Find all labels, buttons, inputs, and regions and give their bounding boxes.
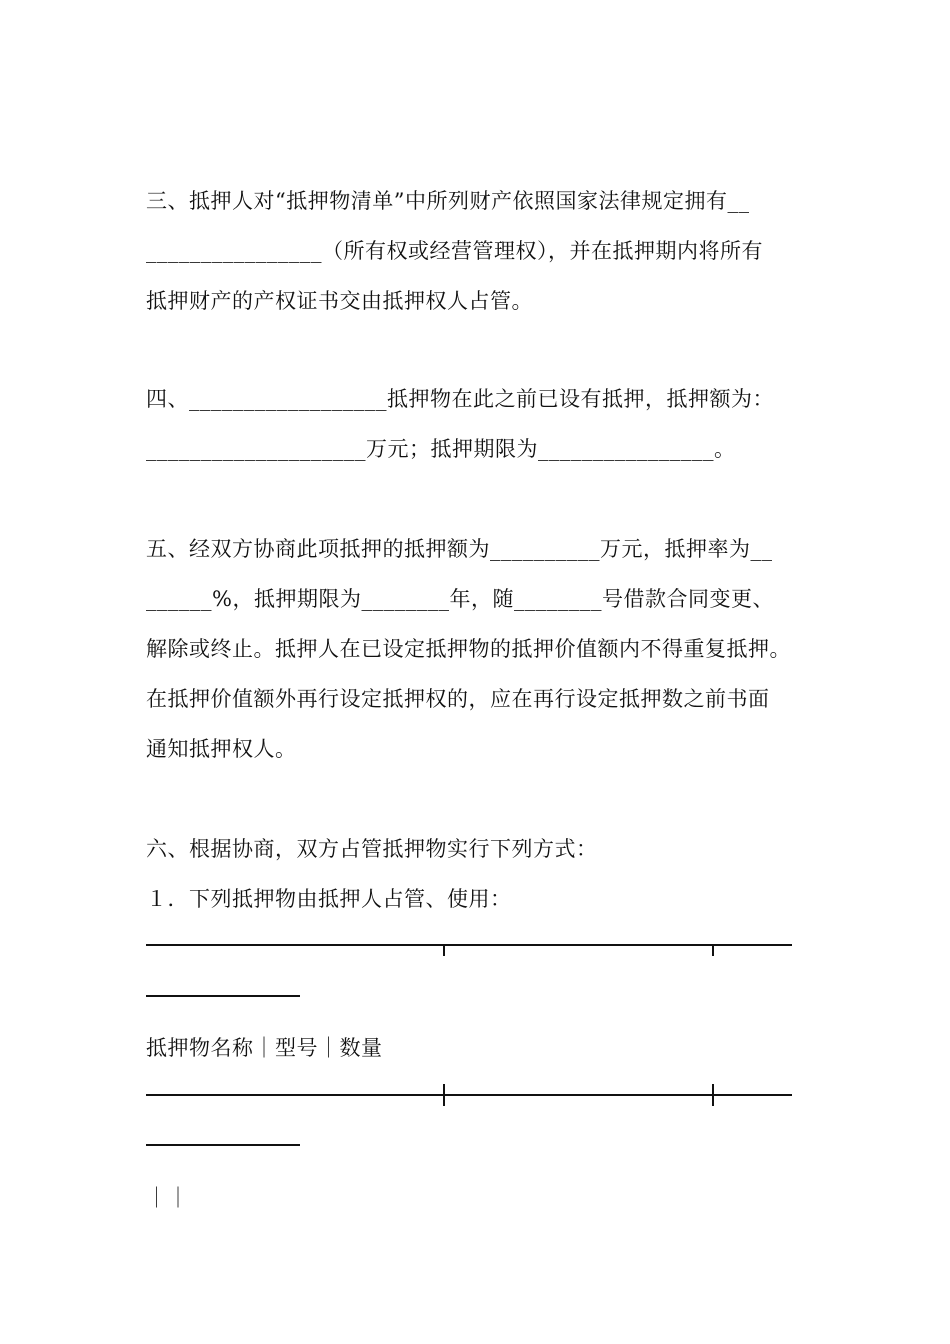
table-rule-mid-continuation	[146, 1144, 300, 1146]
section-3-line-2: ________________（所有权或经营管理权），并在抵押期内将所有	[146, 239, 763, 263]
section-5-line-5: 通知抵押权人。	[146, 737, 297, 761]
section-3-line-3: 抵押财产的产权证书交由抵押权人占管。	[146, 289, 533, 313]
section-3-line-1: 三、抵押人对“抵押物清单”中所列财产依照国家法律规定拥有__	[146, 189, 750, 213]
table-column-divider	[443, 1084, 445, 1106]
table-rule-top-continuation	[146, 995, 300, 997]
table-column-divider	[712, 944, 714, 956]
table-row-empty: ｜｜	[146, 1186, 189, 1210]
table-column-divider	[443, 944, 445, 956]
section-5-line-2: ______%，抵押期限为________年，随________号借款合同变更、	[146, 587, 774, 611]
section-4-line-1: 四、__________________抵押物在此之前已设有抵押，抵押额为：	[146, 387, 774, 411]
section-6-line-1: 六、根据协商，双方占管抵押物实行下列方式：	[146, 837, 598, 861]
table-rule-top	[146, 944, 792, 946]
section-5-line-3: 解除或终止。抵押人在已设定抵押物的抵押价值额内不得重复抵押。	[146, 637, 791, 661]
table-column-divider	[712, 1084, 714, 1106]
section-6-item-1: １．下列抵押物由抵押人占管、使用：	[146, 887, 512, 911]
table-rule-mid	[146, 1094, 792, 1096]
section-5-line-4: 在抵押价值额外再行设定抵押权的，应在再行设定抵押数之前书面	[146, 687, 770, 711]
section-5-line-1: 五、经双方协商此项抵押的抵押额为__________万元，抵押率为__	[146, 537, 773, 561]
section-4-line-2: ____________________万元；抵押期限为________________。	[146, 437, 736, 461]
table-header: 抵押物名称｜型号｜数量	[146, 1036, 383, 1060]
